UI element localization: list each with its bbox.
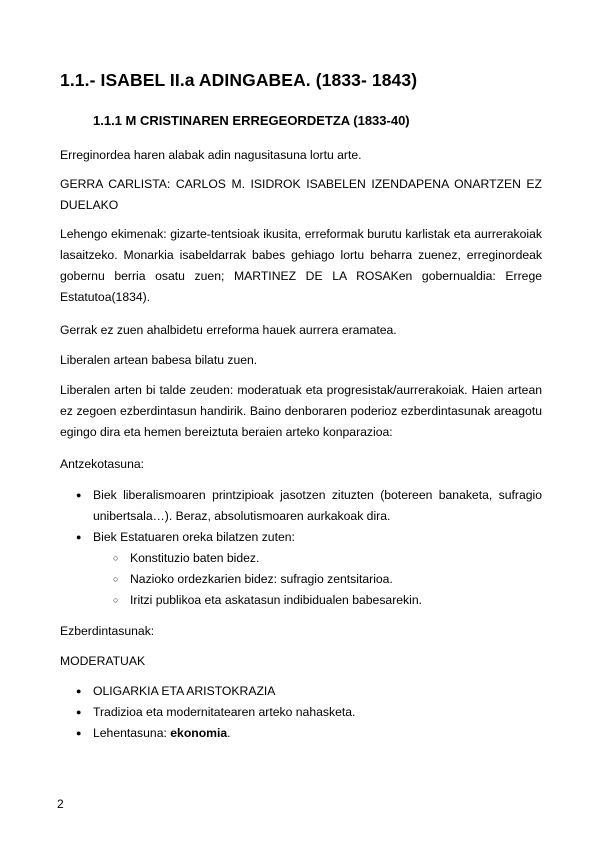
list-item-emphasis: ekonomia	[170, 726, 228, 740]
paragraph-two-groups: Liberalen arten bi talde zeuden: moderatuak eta progresistak/aurrerakoiak. Haien artean ez zegoen ezberdintasun handirik. Baino denboraren poderioz ezberdintasunak areagotu egingo dira eta hemen bereiztuta beraien arteko konparazioa:	[60, 383, 542, 439]
sublist-item: ○ Iritzi publikoa eta askatasun indibidualen babesarekin.	[60, 590, 542, 611]
list-item: ● Tradizioa eta modernitatearen arteko nahasketa.	[60, 702, 542, 723]
page-number: 2	[57, 797, 64, 811]
paragraph-carlist-war: GERRA CARLISTA: CARLOS M. ISIDROK ISABELEN IZENDAPENA ONARTZEN EZ DUELAKO	[60, 177, 542, 212]
differences-label: Ezberdintasunak:	[60, 624, 155, 638]
list-item	[60, 485, 542, 527]
moderatuak-label: MODERATUAK	[60, 654, 146, 668]
paragraph-first-initiatives: Lehengo ekimenak: gizarte-tentsioak ikusita, erreformak burutu karlistak eta aurrerakoiak lasaitzeko. Monarkia isabeldarrak babes gehiago lortu beharra zuenez, erreginordeak gobernu berria osatu zuen; MARTINEZ DE LA ROSAKen gobernualdia: Errege Estatutoa(1834).	[60, 227, 542, 304]
list-item-prefix: Lehentasuna:	[93, 726, 171, 740]
paragraph-liberal-support: Liberalen artean babesa bilatu zuen.	[60, 353, 258, 367]
list-item-text: Biek Estatuaren oreka bilatzen zuten:	[93, 530, 295, 544]
list-item-text: Biek liberalismoaren printzipioak jasotzen zituzten (botereen banaketa, sufragio unibertsala…). Beraz, absolutismoaren aurkakoak dira.	[93, 488, 542, 523]
paragraph-war-reforms: Gerrak ez zuen ahalbidetu erreforma hauek aurrera eramatea.	[60, 323, 397, 337]
list-item-suffix: .	[227, 726, 231, 740]
sublist-item: ○ Konstituzio baten bidez.	[60, 548, 542, 569]
sublist-item: ○ Nazioko ordezkarien bidez: sufragio zentsitarioa.	[60, 569, 542, 590]
similarities-label: Antzekotasuna:	[60, 457, 145, 471]
sublist	[93, 548, 542, 611]
list-item	[60, 527, 542, 611]
similarities-list	[60, 485, 542, 611]
moderatuak-list	[60, 681, 542, 744]
paragraph-regency: Erreginordea haren alabak adin nagusitasuna lortu arte.	[60, 148, 362, 162]
list-item	[60, 723, 542, 744]
section-heading: 1.1.- ISABEL II.a ADINGABEA. (1833- 1843)	[60, 70, 418, 90]
list-item: ● OLIGARKIA ETA ARISTOKRAZIA	[60, 681, 542, 702]
subsection-heading: 1.1.1 M CRISTINAREN ERREGEORDETZA (1833-40)	[93, 113, 410, 128]
